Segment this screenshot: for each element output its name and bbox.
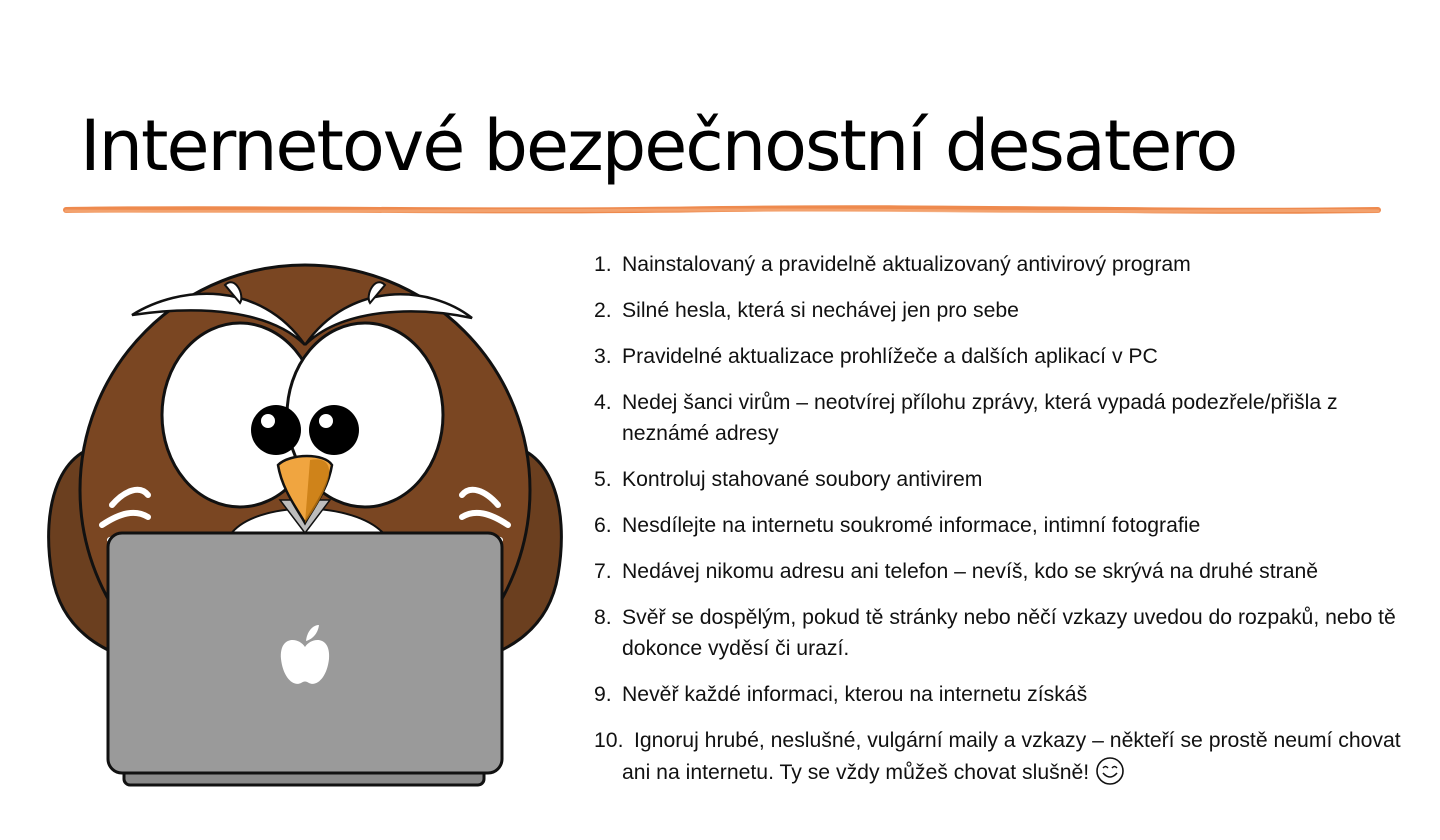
rule-number: 2. <box>594 299 612 322</box>
rule-item <box>594 387 1424 449</box>
owl-right-pupil <box>309 405 359 455</box>
rule-text: Nedávej nikomu adresu ani telefon – nevíš, kdo se skrývá na druhé straně <box>622 560 1319 583</box>
rule-text: Nedej šanci virům – neotvírej přílohu zprávy, která vypadá podezřele/přišla z neznámé adresy <box>622 391 1338 445</box>
rule-item <box>594 341 1424 372</box>
title-underline <box>62 202 1382 218</box>
rule-number: 3. <box>594 345 612 368</box>
rule-text: Pravidelné aktualizace prohlížeče a dalších aplikací v PC <box>622 345 1158 368</box>
rule-text: Silné hesla, která si nechávej jen pro sebe <box>622 299 1019 322</box>
rule-number: 10. <box>594 729 624 752</box>
rule-number: 4. <box>594 391 612 414</box>
smiley-icon <box>1095 756 1125 786</box>
rule-text: Kontroluj stahované soubory antivirem <box>622 468 983 491</box>
rule-text: Svěř se dospělým, pokud tě stránky nebo něčí vzkazy uvedou do rozpaků, nebo tě dokonce vyděsí či urazí. <box>622 606 1396 660</box>
rule-item <box>594 602 1424 664</box>
owl-illustration <box>40 255 570 795</box>
rule-item <box>594 464 1424 495</box>
rule-item <box>594 679 1424 710</box>
rule-number: 1. <box>594 253 612 276</box>
rule-item <box>594 725 1424 788</box>
rule-item <box>594 295 1424 326</box>
slide-title: Internetové bezpečnostní desatero <box>80 105 1237 187</box>
rule-text: Nevěř každé informaci, kterou na internetu získáš <box>622 683 1088 706</box>
rule-number: 7. <box>594 560 612 583</box>
rule-item <box>594 249 1424 280</box>
rules-list <box>594 249 1424 803</box>
rule-number: 6. <box>594 514 612 537</box>
rule-item <box>594 556 1424 587</box>
rule-number: 5. <box>594 468 612 491</box>
rule-text: Ignoruj hrubé, neslušné, vulgární maily a vzkazy – někteří se prostě neumí chovat ani na internetu. Ty se vždy můžeš chovat slušně! <box>622 729 1401 784</box>
rule-text: Nainstalovaný a pravidelně aktualizovaný antivirový program <box>622 253 1191 276</box>
rule-item <box>594 510 1424 541</box>
owl-left-pupil <box>251 405 301 455</box>
rule-number: 9. <box>594 683 612 706</box>
rule-text: Nesdílejte na internetu soukromé informace, intimní fotografie <box>622 514 1201 537</box>
rule-number: 8. <box>594 606 612 629</box>
